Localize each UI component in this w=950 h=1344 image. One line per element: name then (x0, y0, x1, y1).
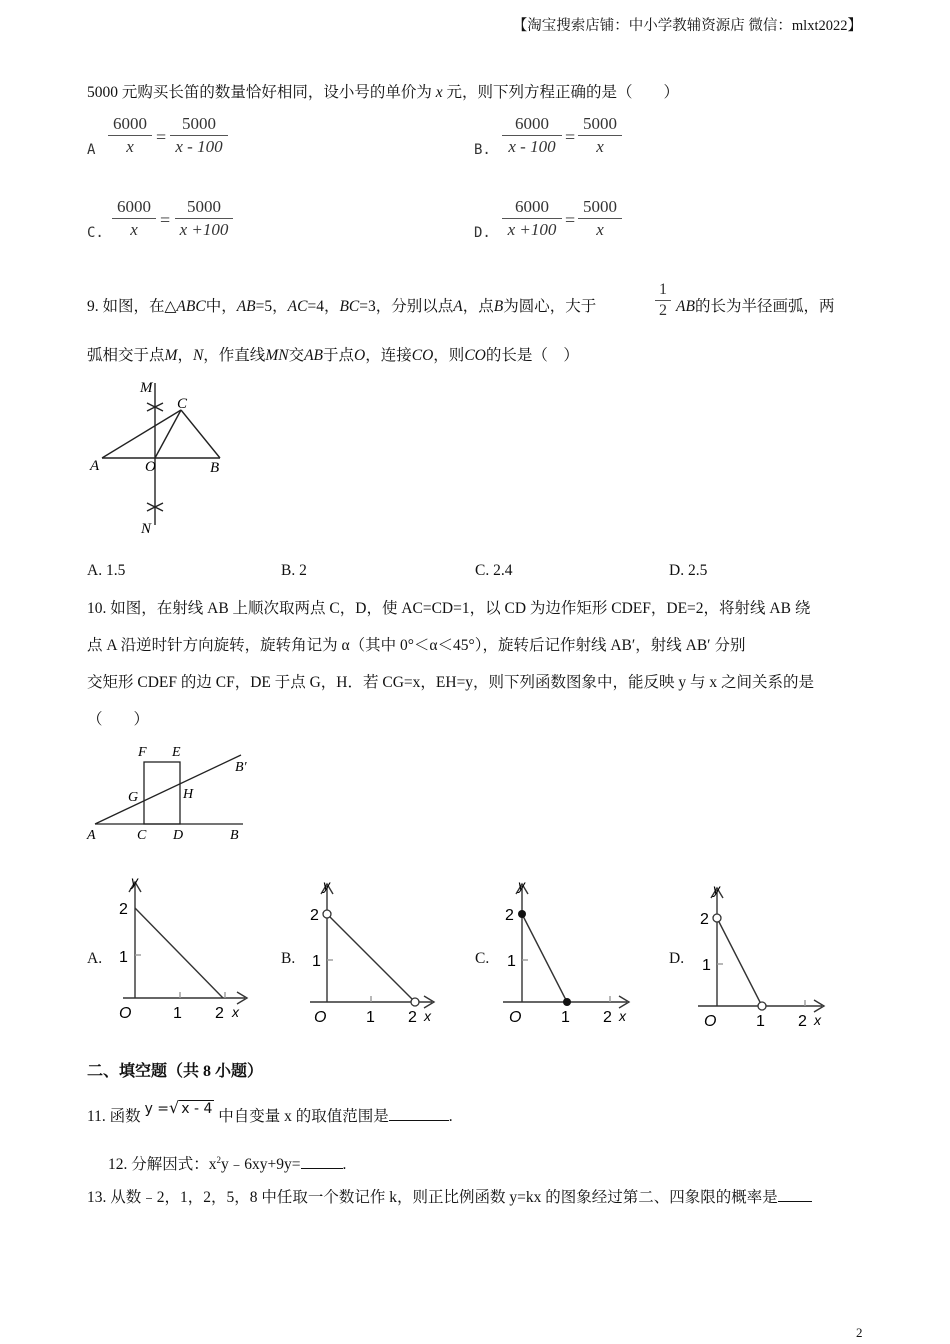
q9-triangle-figure (85, 375, 230, 540)
svg-text:F: F (138, 745, 147, 760)
svg-text:y: y (518, 877, 525, 893)
fraction: $\frac{6000}{x}$ (112, 197, 156, 240)
q10-stem-line1: 10. 如图，在射线 AB 上顺次取两点 C，D，使 AC=CD=1，以 CD 为边作矩形 CDEF，DE=2，将射线 AB 绕 (87, 600, 811, 617)
q12: 12. 分解因式：$x^2y﹣6xy+9y=$ . (108, 1154, 347, 1173)
svg-text:2: 2 (700, 911, 709, 928)
svg-text:2: 2 (119, 901, 128, 918)
svg-text:G: G (128, 790, 139, 805)
svg-text:2: 2 (505, 907, 514, 924)
svg-text:2: 2 (310, 907, 319, 924)
svg-text:x: x (814, 1012, 821, 1028)
svg-text:B′: B′ (235, 760, 247, 775)
answer-blank[interactable] (301, 1153, 343, 1169)
q10-option-c[interactable]: C. (475, 950, 490, 967)
svg-text:A: A (87, 828, 96, 843)
svg-text:y: y (713, 881, 720, 897)
fraction: $\frac{5000}{x +100}$ (175, 197, 233, 240)
label-o: O (145, 459, 156, 475)
svg-text:O: O (314, 1009, 327, 1026)
q10-stem-line4: （ ） (87, 711, 150, 728)
svg-text:x: x (619, 1008, 626, 1024)
fraction: $\frac{5000}{x}$ (578, 197, 622, 240)
q9-stem-line2: 弧相交于点M，N，作直线MN交AB于点O，连接CO，则CO的长是（ ） (87, 347, 579, 364)
svg-text:2: 2 (408, 1009, 417, 1026)
fraction: $\frac{5000}{x - 100}$ (170, 114, 228, 157)
svg-text:1: 1 (173, 1005, 182, 1022)
label-n: N (141, 521, 152, 537)
svg-text:2: 2 (603, 1009, 612, 1026)
q10-stem-line3: 交矩形 CDEF 的边 CF，DE 于点 G，H．若 CG=x，EH=y，则下列函数图象中，能反映 y 与 x 之间关系的是 (87, 674, 815, 691)
svg-text:y: y (323, 877, 330, 893)
svg-text:1: 1 (756, 1013, 765, 1030)
svg-text:1: 1 (119, 949, 128, 966)
section-title: 二、填空题（共 8 小题） (87, 1063, 264, 1080)
svg-text:E: E (172, 745, 181, 760)
fraction: $\frac{6000}{x +100}$ (502, 197, 562, 240)
q11: 11. 函数 y =√ x - 4 中自变量 x 的取值范围是 . (87, 1098, 453, 1125)
svg-text:O: O (119, 1005, 132, 1022)
graph-d[interactable] (690, 876, 835, 1034)
label-b: B (210, 460, 220, 476)
svg-text:1: 1 (312, 953, 321, 970)
header-text: 【淘宝搜索店铺：中小学教辅资源店 微信：mlxt2022】 (512, 18, 862, 34)
svg-text:1: 1 (507, 953, 516, 970)
half-fraction: $\frac{1}{2}$ (655, 281, 671, 320)
svg-text:y: y (131, 873, 138, 889)
page-number: 2 (856, 1325, 863, 1340)
q9-stem-line1-end: AB的长为半径画弧，两 (676, 298, 835, 315)
q9-option-a[interactable]: A. 1.5 (87, 562, 126, 579)
answer-blank[interactable] (778, 1186, 812, 1202)
graph-b[interactable] (300, 872, 445, 1030)
q8-stem: 5000 元购买长笛的数量恰好相同，设小号的单价为 x 元，则下列方程正确的是（ ） (87, 84, 680, 101)
fraction: $\frac{6000}{x - 100}$ (502, 114, 562, 157)
sqrt-expression: y =√ x - 4 (144, 1098, 213, 1117)
q10-rectangle-figure (85, 740, 260, 845)
svg-text:1: 1 (366, 1009, 375, 1026)
q9-stem-line1: 9. 如图，在△ABC中，AB=5，AC=4，BC=3，分别以点A，点B为圆心，大于 (87, 298, 597, 315)
graph-c[interactable] (495, 872, 640, 1030)
q9-option-d[interactable]: D. 2.5 (669, 562, 708, 579)
q9-option-c[interactable]: C. 2.4 (475, 562, 513, 579)
q10-option-b[interactable]: B. (281, 950, 296, 967)
svg-text:H: H (183, 787, 194, 802)
svg-text:2: 2 (215, 1005, 224, 1022)
q10-option-d[interactable]: D. (669, 950, 685, 967)
fraction: $\frac{5000}{x}$ (578, 114, 622, 157)
label-a: A (90, 458, 100, 474)
q10-stem-line2: 点 A 沿逆时针方向旋转，旋转角记为 α（其中 0°＜α＜45°），旋转后记作射线 AB′，射线 AB′ 分别 (87, 637, 746, 654)
q13: 13. 从数﹣2，1，2，5，8 中任取一个数记作 k，则正比例函数 y=kx 的图象经过第二、四象限的概率是 (87, 1185, 812, 1207)
fraction: $\frac{6000}{x}$ (108, 114, 152, 157)
svg-text:O: O (704, 1013, 717, 1030)
svg-text:x: x (232, 1004, 239, 1020)
label-m: M (140, 380, 153, 396)
svg-text:C: C (137, 828, 147, 843)
svg-text:O: O (509, 1009, 522, 1026)
svg-text:x: x (424, 1008, 431, 1024)
q9-option-b[interactable]: B. 2 (281, 562, 307, 579)
svg-text:B: B (230, 828, 239, 843)
svg-text:D: D (173, 828, 184, 843)
label-c: C (177, 396, 188, 412)
svg-text:1: 1 (702, 957, 711, 974)
q10-option-a[interactable]: A. (87, 950, 103, 967)
answer-blank[interactable] (389, 1105, 449, 1121)
svg-text:2: 2 (798, 1013, 807, 1030)
graph-a[interactable] (105, 870, 250, 1028)
svg-text:1: 1 (561, 1009, 570, 1026)
